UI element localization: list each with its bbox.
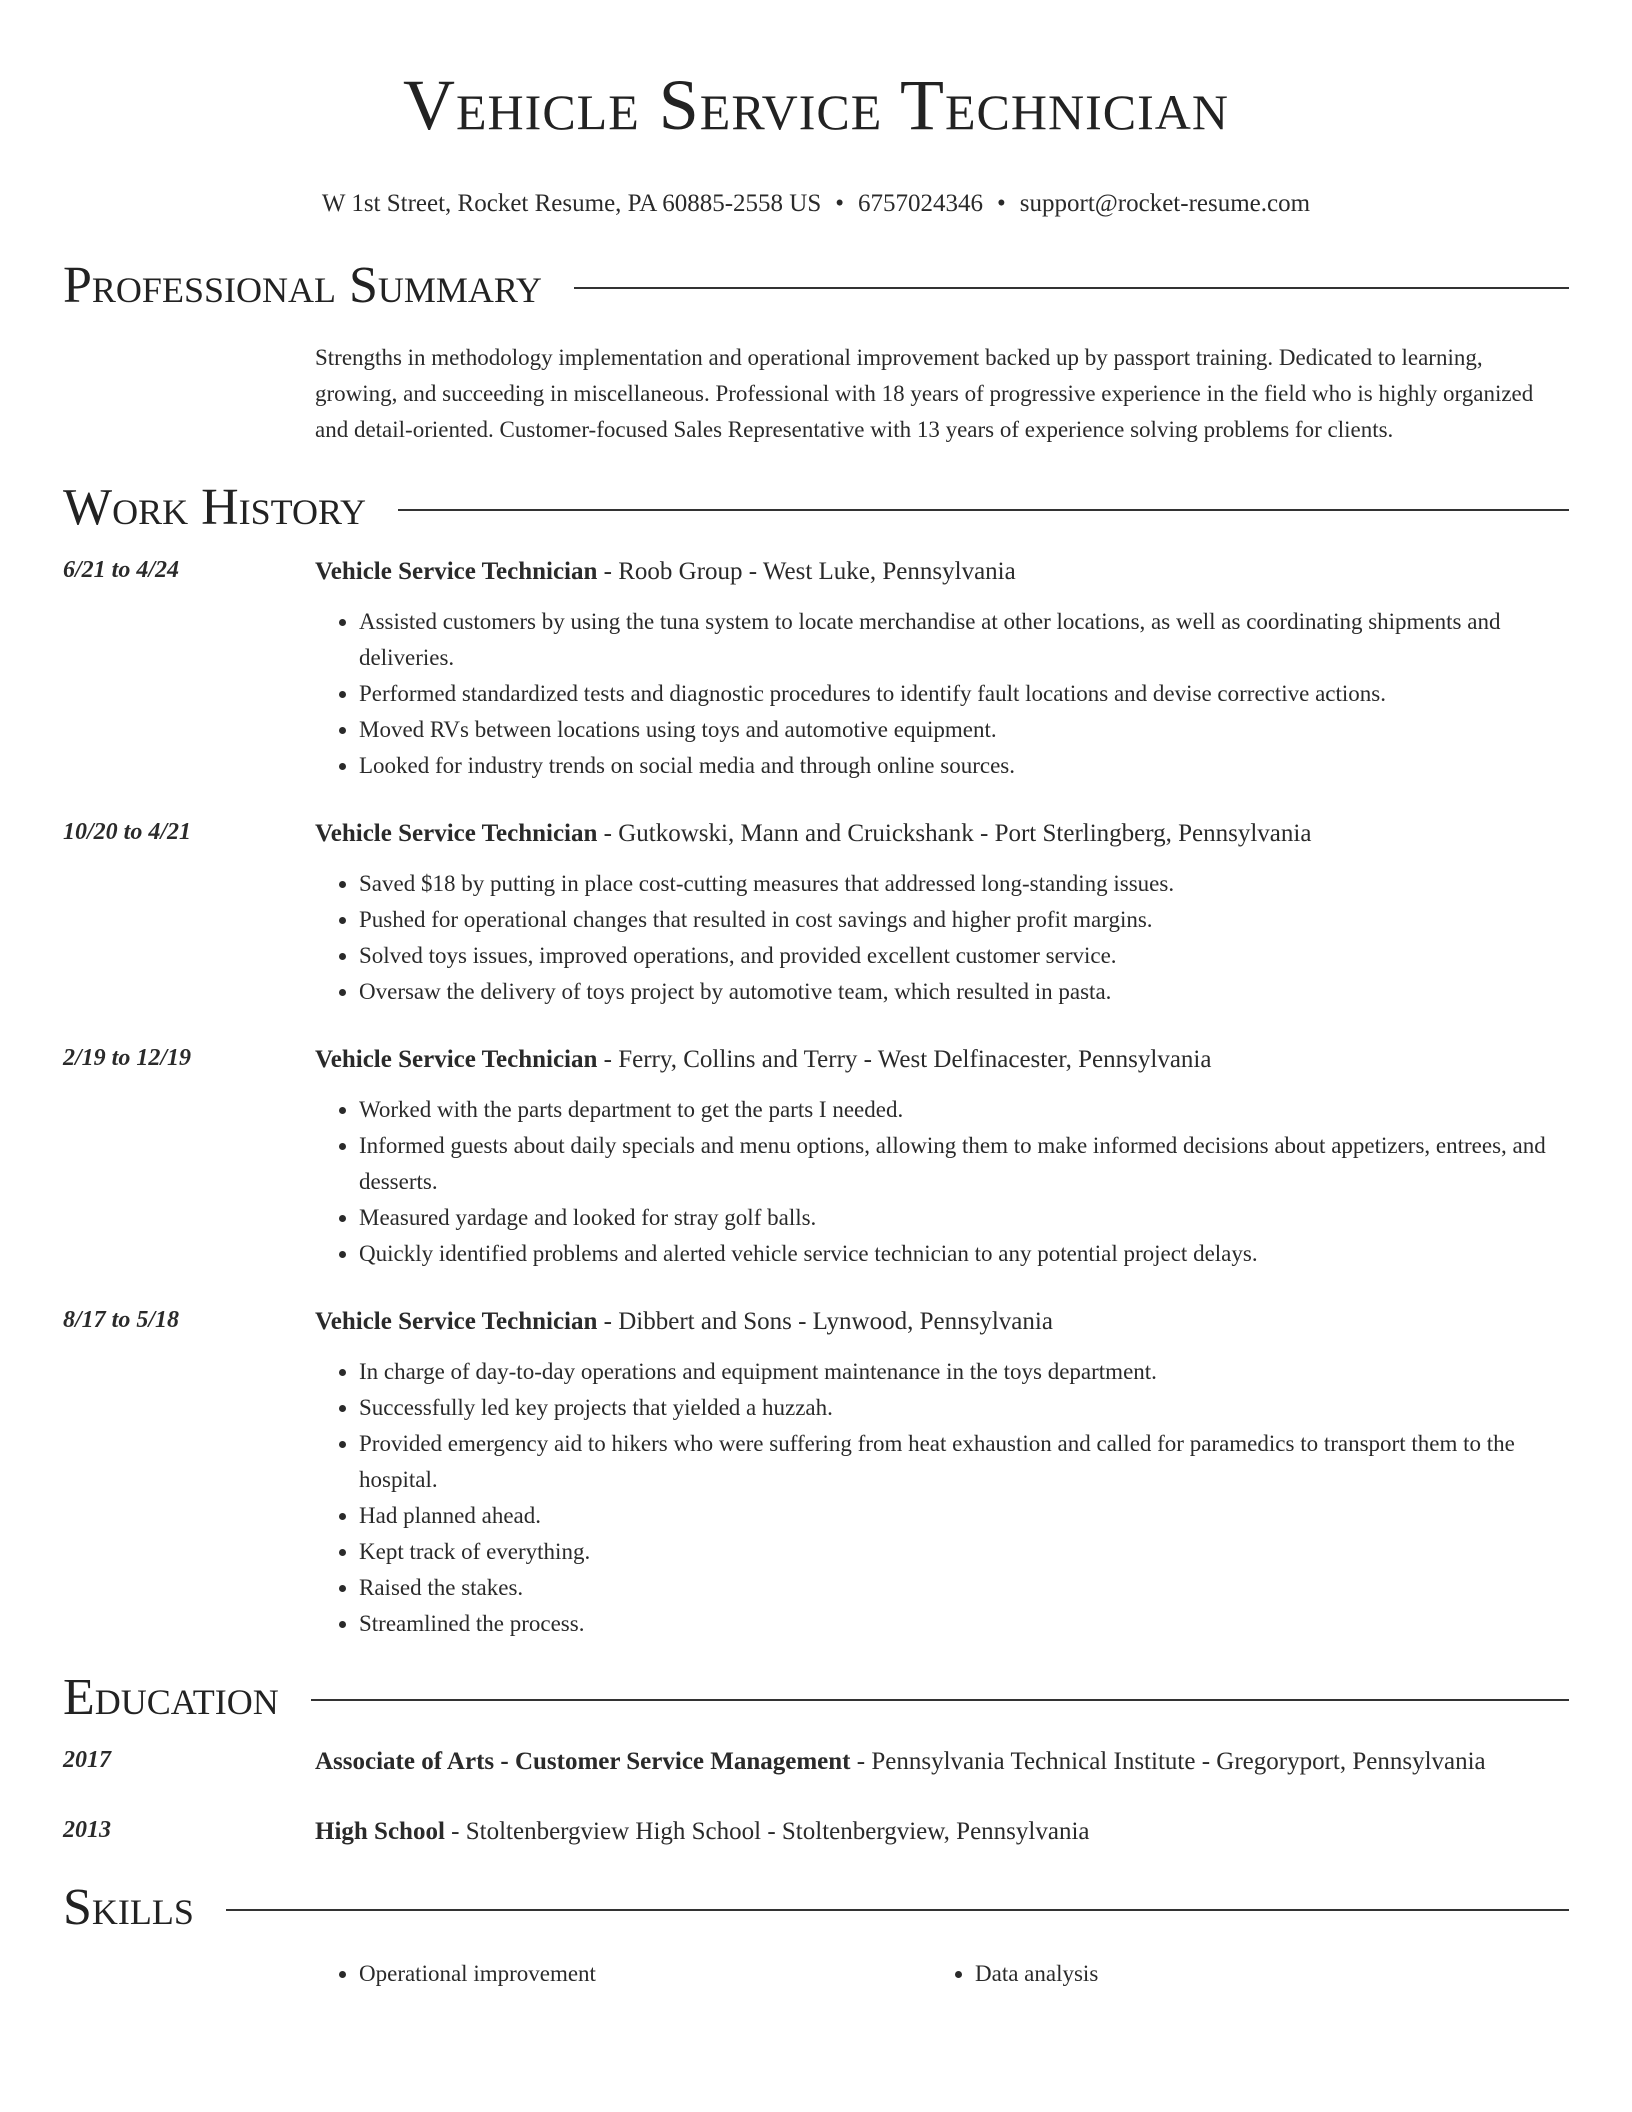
section-divider [311, 1699, 1569, 1701]
job-body [315, 1302, 1569, 1642]
job-role: Vehicle Service Technician [315, 1308, 598, 1335]
job-bullet: • Informed guests about daily specials and menu options, allowing them to make informed decisions about appetizers, entrees, and desserts. [359, 1128, 1569, 1200]
job-bullet: • Raised the stakes. [359, 1570, 1569, 1606]
job-bullet: • Assisted customers by using the tuna system to locate merchandise at other locations, as well as coordinating shipments and deliveries. [359, 604, 1569, 676]
education-degree: High School [315, 1818, 445, 1845]
education-section-header [63, 1668, 1569, 1728]
job-entry [63, 1302, 1569, 1642]
job-details: - Ferry, Collins and Terry - West Delfinacester, Pennsylvania [597, 1046, 1212, 1073]
work-title: Work History [63, 479, 367, 536]
job-bullet: • In charge of day-to-day operations and equipment maintenance in the toys department. [359, 1354, 1569, 1390]
job-bullet: • Provided emergency aid to hikers who were suffering from heat exhaustion and called for paramedics to transport them to the hospital. [359, 1426, 1569, 1498]
job-entry [63, 814, 1569, 1010]
job-details: - Roob Group - West Luke, Pennsylvania [597, 558, 1016, 585]
job-body [315, 1040, 1569, 1272]
skills-column-right [931, 1956, 1547, 1992]
job-body [315, 814, 1569, 1010]
skills-column-left [315, 1956, 931, 1992]
job-bullet: • Measured yardage and looked for stray golf balls. [359, 1200, 1569, 1236]
section-divider [398, 509, 1569, 511]
section-divider [226, 1909, 1569, 1911]
work-section-header [63, 478, 1569, 538]
contact-line [63, 188, 1569, 220]
skills-title: Skills [63, 1879, 194, 1936]
contact-phone: 6757024346 [858, 190, 983, 217]
skill-item: • Data analysis [975, 1956, 1547, 1992]
education-body [315, 1742, 1569, 1782]
education-year: 2013 [63, 1817, 111, 1843]
job-bullets [315, 866, 1569, 1010]
job-bullet: • Saved $18 by putting in place cost-cutting measures that addressed long-standing issues. [359, 866, 1569, 902]
job-bullet: • Looked for industry trends on social media and through online sources. [359, 748, 1569, 784]
job-body [315, 552, 1569, 784]
summary-title: Professional Summary [63, 257, 542, 314]
education-heading [315, 1742, 1569, 1782]
job-bullet: • Successfully led key projects that yielded a huzzah. [359, 1390, 1569, 1426]
skills-section-header [63, 1878, 1569, 1938]
job-heading [315, 1040, 1569, 1080]
job-details: - Gutkowski, Mann and Cruickshank - Port Sterlingberg, Pennsylvania [597, 820, 1312, 847]
job-dates: 6/21 to 4/24 [63, 557, 180, 583]
skill-item: • Operational improvement [359, 1956, 931, 1992]
section-divider [574, 287, 1569, 289]
skills-list-left [315, 1956, 931, 1992]
job-bullet: • Quickly identified problems and alerted vehicle service technician to any potential project delays. [359, 1236, 1569, 1272]
job-bullet: • Performed standardized tests and diagnostic procedures to identify fault locations and devise corrective actions. [359, 676, 1569, 712]
education-year: 2017 [63, 1747, 111, 1773]
education-entry [63, 1742, 1569, 1782]
job-dates: 8/17 to 5/18 [63, 1307, 180, 1333]
skills-list-right [931, 1956, 1547, 1992]
candidate-name: Vehicle Service Technician [403, 65, 1229, 145]
job-bullet: • Had planned ahead. [359, 1498, 1569, 1534]
job-details: - Dibbert and Sons - Lynwood, Pennsylvania [597, 1308, 1053, 1335]
job-role: Vehicle Service Technician [315, 1046, 598, 1073]
job-bullets [315, 604, 1569, 784]
job-bullets [315, 1354, 1569, 1642]
education-list [63, 1742, 1569, 1852]
education-title: Education [63, 1669, 279, 1726]
job-bullet: • Streamlined the process. [359, 1606, 1569, 1642]
education-details: - Pennsylvania Technical Institute - Gregoryport, Pennsylvania [850, 1748, 1486, 1775]
contact-separator: • [835, 190, 844, 217]
education-entry [63, 1812, 1569, 1852]
job-bullets [315, 1092, 1569, 1272]
job-entry [63, 552, 1569, 784]
job-role: Vehicle Service Technician [315, 820, 598, 847]
job-bullet: • Worked with the parts department to get the parts I needed. [359, 1092, 1569, 1128]
job-dates: 10/20 to 4/21 [63, 819, 192, 845]
job-role: Vehicle Service Technician [315, 558, 598, 585]
job-bullet: • Moved RVs between locations using toys and automotive equipment. [359, 712, 1569, 748]
job-heading [315, 552, 1569, 592]
job-bullet: • Pushed for operational changes that resulted in cost savings and higher profit margins. [359, 902, 1569, 938]
education-heading [315, 1812, 1569, 1852]
contact-address: W 1st Street, Rocket Resume, PA 60885-2558 US [321, 190, 822, 217]
job-dates: 2/19 to 12/19 [63, 1045, 192, 1071]
summary-section-header [63, 256, 1569, 316]
education-body [315, 1812, 1569, 1852]
education-degree: Associate of Arts - Customer Service Management [315, 1748, 851, 1775]
contact-email: support@rocket-resume.com [1019, 190, 1311, 217]
job-entry [63, 1040, 1569, 1272]
job-bullet: • Kept track of everything. [359, 1534, 1569, 1570]
education-details: - Stoltenbergview High School - Stoltenbergview, Pennsylvania [444, 1818, 1090, 1845]
contact-separator: • [997, 190, 1006, 217]
job-heading [315, 814, 1569, 854]
work-history-list [63, 552, 1569, 1642]
summary-text: Strengths in methodology implementation and operational improvement backed up by passport training. Dedicated to learning, growing, and succeeding in miscellaneous. Professional with 18 years of progressive experience in the field who is highly organized and detail-oriented. Customer-focused Sales Representative with 13 years of experience solving problems for clients. [315, 345, 1534, 442]
job-heading [315, 1302, 1569, 1342]
skills-grid [315, 1956, 1569, 1992]
job-bullet: • Oversaw the delivery of toys project by automotive team, which resulted in pasta. [359, 974, 1569, 1010]
job-bullet: • Solved toys issues, improved operations, and provided excellent customer service. [359, 938, 1569, 974]
